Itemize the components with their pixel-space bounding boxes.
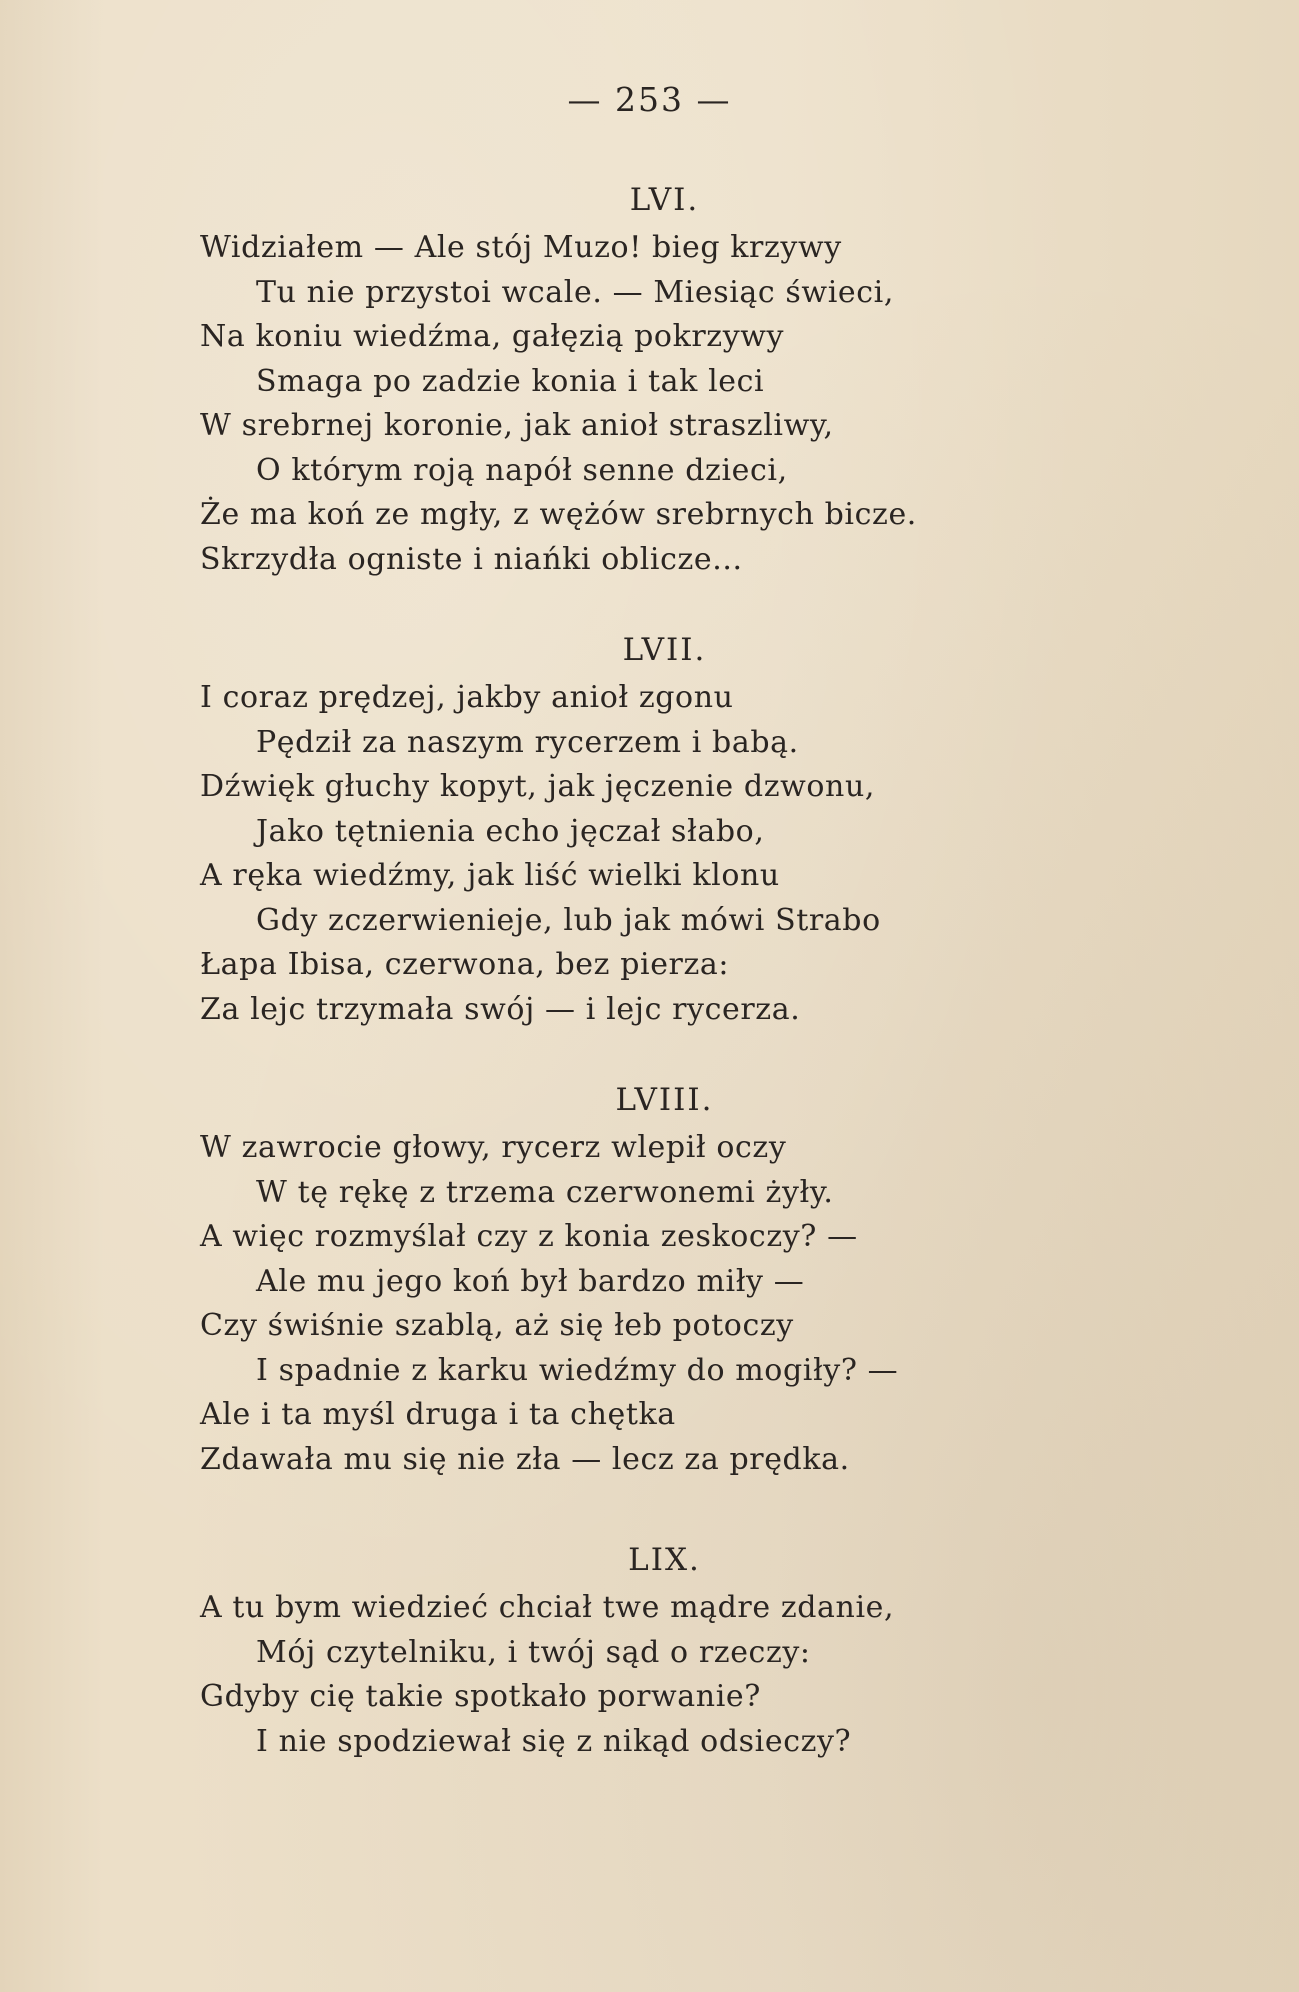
verse-line: Zdawała mu się nie zła — lecz za prędka.: [200, 1441, 850, 1477]
verse-line: Ale i ta myśl druga i ta chętka: [200, 1397, 676, 1432]
stanza-lvii: [0, 632, 1299, 1032]
verse-line: Że ma koń ze mgły, z wężów srebrnych bicze.: [200, 497, 917, 532]
verse-line: Dźwięk głuchy kopyt, jak jęczenie dzwonu,: [200, 769, 876, 804]
verse-line: A tu bym wiedzieć chciał twe mądre zdanie,: [200, 1590, 895, 1625]
verse-line: Ale mu jego koń był bardzo miły —: [256, 1263, 805, 1299]
stanza-heading: LVII.: [622, 632, 707, 668]
verse-line: Widziałem — Ale stój Muzo! bieg krzywy: [200, 230, 842, 265]
verse-line: Smaga po zadzie konia i tak leci: [256, 363, 765, 399]
verse-line: Jako tętnienia echo jęczał słabo,: [256, 813, 765, 849]
verse-line: Łapa Ibisa, czerwona, bez pierza:: [200, 947, 730, 982]
verse-line: A ręka wiedźmy, jak liść wielki klonu: [200, 858, 780, 893]
stanza-lix: [0, 1542, 1299, 1764]
verse-line: Gdy zczerwienieje, lub jak mówi Strabo: [256, 902, 881, 938]
stanza-lvi: [0, 182, 1299, 582]
verse-line: W tę rękę z trzema czerwonemi żyły.: [256, 1174, 834, 1210]
verse-line: Mój czytelniku, i twój sąd o rzeczy:: [256, 1634, 811, 1670]
verse-line: Za lejc trzymała swój — i lejc rycerza.: [200, 991, 801, 1027]
verse-line: Na koniu wiedźma, gałęzią pokrzywy: [200, 319, 785, 354]
verse-line: W srebrnej koronie, jak anioł straszliwy,: [200, 408, 834, 443]
stanza-heading: LVI.: [629, 182, 700, 218]
verse-line: O którym roją napół senne dzieci,: [256, 452, 788, 488]
stanza-heading: LIX.: [628, 1542, 701, 1578]
verse-line: Gdyby cię takie spotkało porwanie?: [200, 1679, 761, 1714]
verse-line: Tu nie przystoi wcale. — Miesiąc świeci,: [256, 274, 894, 310]
page-number: — 253 —: [567, 80, 732, 119]
verse-line: I nie spodziewał się z nikąd odsieczy?: [256, 1723, 852, 1759]
verse-line: I coraz prędzej, jakby anioł zgonu: [200, 680, 734, 715]
stanza-heading: LVIII.: [615, 1082, 714, 1118]
verse-line: W zawrocie głowy, rycerz wlepił oczy: [200, 1130, 787, 1165]
verse-line: I spadnie z karku wiedźmy do mogiły? —: [256, 1352, 899, 1388]
verse-line: Skrzydła ogniste i niańki oblicze...: [200, 541, 743, 577]
verse-line: Pędził za naszym rycerzem i babą.: [256, 724, 799, 760]
verse-line: A więc rozmyślał czy z konia zeskoczy? —: [200, 1219, 858, 1254]
verse-line: Czy świśnie szablą, aż się łeb potoczy: [200, 1308, 794, 1343]
stanza-lviii: [0, 1082, 1299, 1482]
